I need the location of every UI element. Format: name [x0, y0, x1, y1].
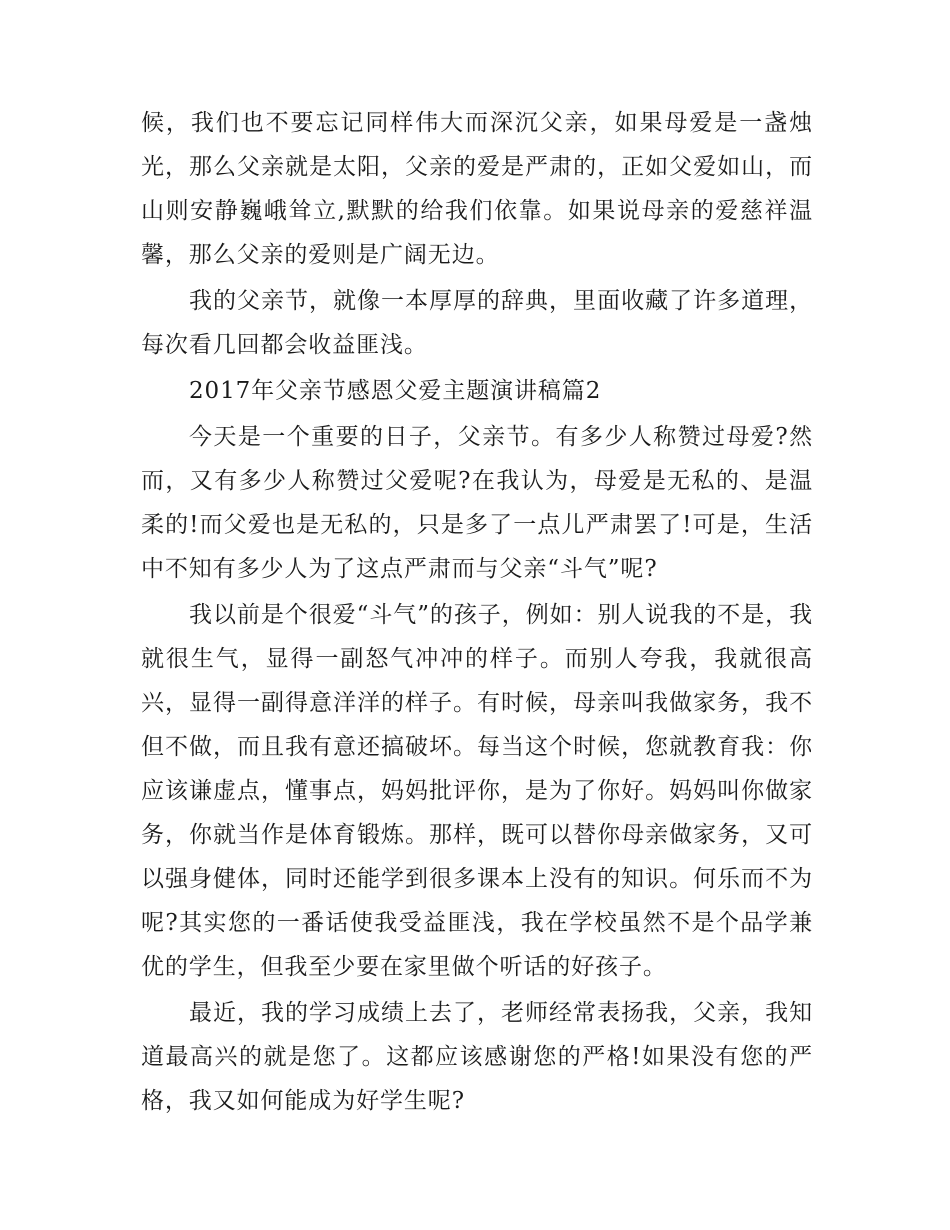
document-body — [141, 101, 813, 1125]
paragraph-used-to-sulk: 我以前是个很爱“斗气”的孩子，例如：别人说我的不是，我就很生气，显得一副怒气冲冲的样子。而别人夸我，我就很高兴，显得一副得意洋洋的样子。有时候，母亲叫我做家务，我不但不做，而且我有意还搞破坏。每当这个时候，您就教育我：你应该谦虚点，懂事点，妈妈批评你，是为了你好。妈妈叫你做家务，你就当作是体育锻炼。那样，既可以替你母亲做家务，又可以强身健体，同时还能学到很多课本上没有的知识。何乐而不为呢?其实您的一番话使我受益匪浅，我在学校虽然不是个品学兼优的学生，但我至少要在家里做个听话的好孩子。 — [141, 602, 813, 980]
paragraph-fathers-day-dictionary: 我的父亲节，就像一本厚厚的辞典，里面收藏了许多道理，每次看几回都会收益匪浅。 — [141, 288, 813, 358]
paragraph-continued: 候，我们也不要忘记同样伟大而深沉父亲，如果母爱是一盏烛光，那么父亲就是太阳，父亲的爱是严肃的，正如父爱如山，而山则安静巍峨耸立,默默的给我们依靠。如果说母亲的爱慈祥温馨，那么父亲的爱则是广阔无边。 — [141, 110, 813, 268]
paragraph-important-day: 今天是一个重要的日子，父亲节。有多少人称赞过母爱?然而，又有多少人称赞过父爱呢?在我认为，母爱是无私的、是温柔的!而父爱也是无私的，只是多了一点儿严肃罢了!可是，生活中不知有多少人为了这点严肃而与父亲“斗气”呢? — [141, 424, 813, 582]
paragraph-grades-improved: 最近，我的学习成绩上去了，老师经常表扬我，父亲，我知道最高兴的就是您了。这都应该感谢您的严格!如果没有您的严格，我又如何能成为好学生呢? — [141, 1000, 813, 1114]
section-heading: 2017年父亲节感恩父爱主题演讲稿篇2 — [189, 378, 602, 404]
